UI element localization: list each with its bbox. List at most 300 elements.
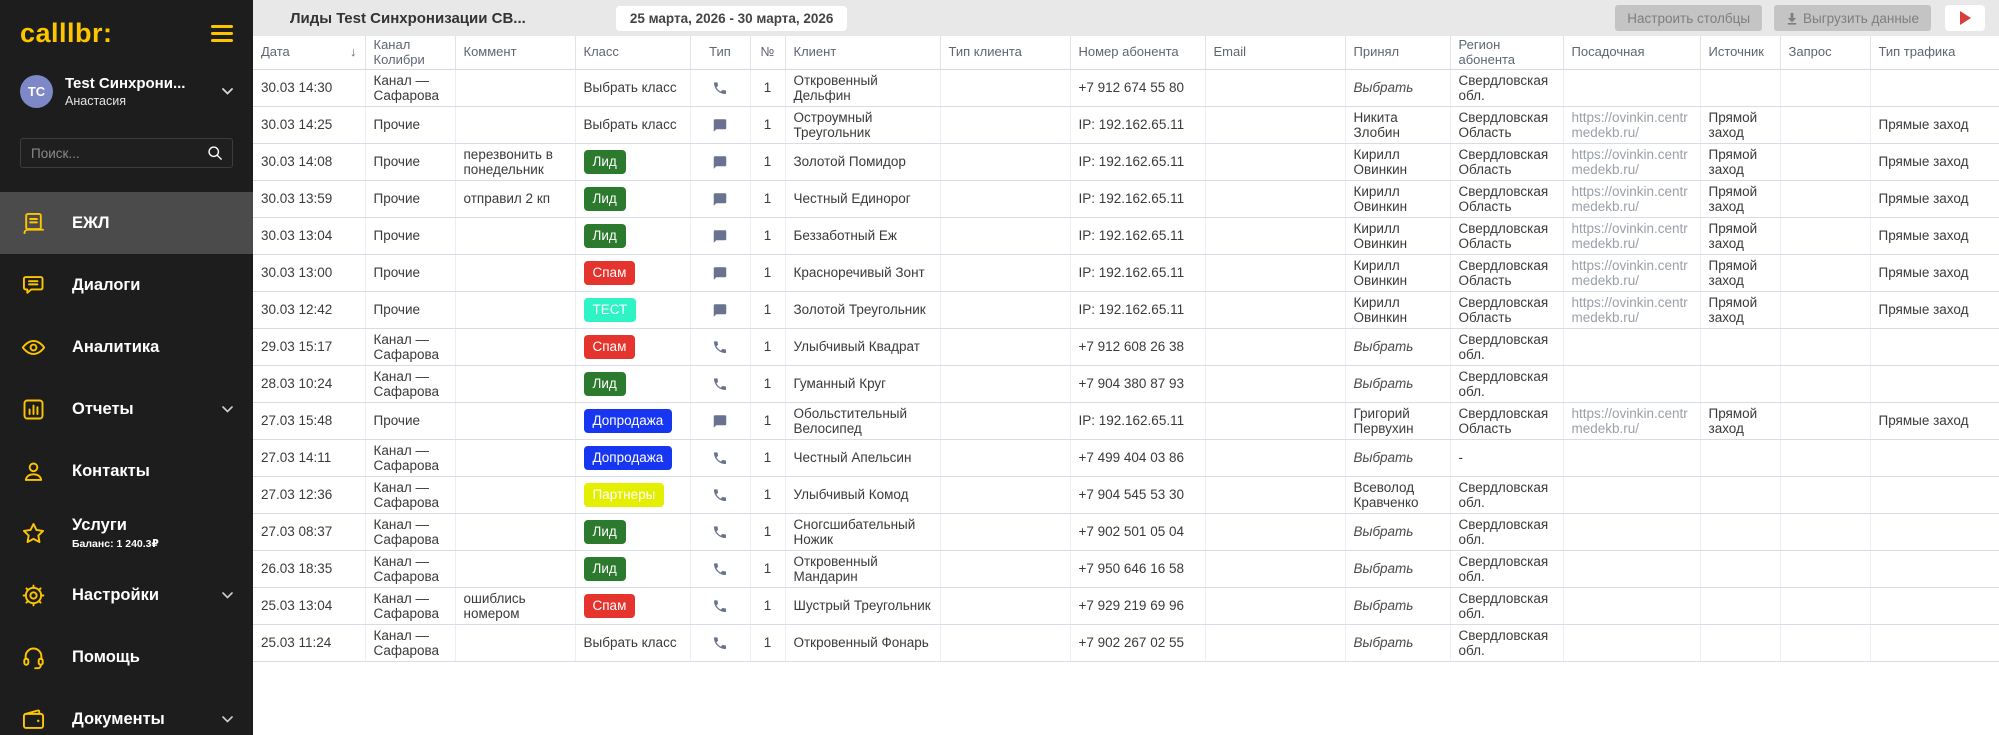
region-cell: Свердловская Область [1450,292,1563,329]
phone-icon [712,635,728,651]
landing-link[interactable]: https://ovinkin.centrmedekb.ru/ [1571,257,1688,289]
client-type-cell [940,366,1070,403]
num-cell: 1 [750,366,785,403]
client-type-cell [940,514,1070,551]
client-cell: Улыбчивый Комод [785,477,940,514]
landing-cell [1563,292,1700,329]
accepted-cell [1345,329,1450,366]
comment-cell: перезвонить в понедельник [455,144,575,181]
channel-cell: Канал — Сафарова [365,366,455,403]
landing-link[interactable]: https://ovinkin.centrmedekb.ru/ [1571,220,1688,252]
sidebar-item-analytics[interactable] [0,316,253,378]
phone-cell: IP: 192.162.65.11 [1070,107,1205,144]
channel-cell: Канал — Сафарова [365,477,455,514]
traffic-cell [1870,477,1999,514]
client-type-cell [940,218,1070,255]
phone-cell: IP: 192.162.65.11 [1070,403,1205,440]
class-badge[interactable]: ТЕСТ [584,298,637,322]
play-button[interactable] [1945,5,1985,31]
landing-cell [1563,144,1700,181]
journal-icon [19,210,47,237]
phone-cell: +7 912 608 26 38 [1070,329,1205,366]
column-header[interactable] [1450,36,1563,70]
class-badge[interactable]: Лид [584,520,626,544]
sidebar-item-label: Отчеты [72,399,134,418]
query-cell [1780,181,1870,218]
traffic-cell [1870,329,1999,366]
query-cell [1780,440,1870,477]
accepted-cell [1345,366,1450,403]
column-header[interactable] [455,36,575,70]
column-header-label: Дата [261,44,290,60]
accepted-cell [1345,70,1450,107]
type-cell [690,255,750,292]
column-header[interactable] [575,36,690,70]
traffic-cell: Прямые заход [1870,144,1999,181]
sidebar-item-text [72,214,233,233]
class-badge[interactable]: Партнеры [584,483,665,507]
search-box [20,138,233,168]
column-header-label: Регион абонента [1458,37,1516,67]
topbar-actions [1603,5,1999,31]
chat-icon [712,192,728,207]
sidebar-item-services[interactable] [0,502,253,564]
configure-columns-button[interactable] [1615,5,1762,31]
sidebar-item-contacts[interactable] [0,440,253,502]
column-header[interactable] [940,36,1070,70]
export-data-button[interactable] [1774,5,1931,31]
accepted-select[interactable]: Выбрать [1353,80,1414,96]
sidebar-item-settings[interactable] [0,564,253,626]
source-cell: Прямой заход [1700,218,1780,255]
traffic-cell [1870,551,1999,588]
channel-cell: Канал — Сафарова [365,329,455,366]
date-cell: 30.03 13:04 [253,218,365,255]
table-row[interactable] [253,514,1999,551]
sidebar-item-text [72,648,233,667]
comment-cell [455,551,575,588]
date-range-picker[interactable]: 25 марта, 2026 - 30 марта, 2026 [616,6,848,31]
comment-cell [455,292,575,329]
search-icon[interactable] [205,143,225,163]
type-cell [690,292,750,329]
source-cell: Прямой заход [1700,292,1780,329]
channel-cell: Прочие [365,255,455,292]
column-header-date[interactable] [253,36,365,70]
phone-cell: +7 929 219 69 96 [1070,588,1205,625]
traffic-cell: Прямые заход [1870,255,1999,292]
date-cell: 30.03 14:30 [253,70,365,107]
channel-cell: Канал — Сафарова [365,625,455,662]
class-badge[interactable]: Спам [584,594,636,618]
table-row[interactable] [253,551,1999,588]
landing-link[interactable]: https://ovinkin.centrmedekb.ru/ [1571,109,1688,141]
traffic-cell: Прямые заход [1870,107,1999,144]
num-cell: 1 [750,588,785,625]
column-header[interactable] [1780,36,1870,70]
chat-icon [712,414,728,429]
client-cell: Откровенный Дельфин [785,70,940,107]
table-header-row [253,36,1999,70]
query-cell [1780,477,1870,514]
column-header[interactable] [1345,36,1450,70]
landing-cell [1563,588,1700,625]
type-cell [690,181,750,218]
email-cell [1205,440,1345,477]
sidebar-item-dialogs[interactable] [0,254,253,316]
column-header-label: Принял [1353,44,1400,60]
table-row[interactable] [253,70,1999,107]
callibri-logo: calllbr: [20,18,113,48]
traffic-cell [1870,70,1999,107]
num-cell: 1 [750,218,785,255]
column-header[interactable] [750,36,785,70]
client-cell: Гуманный Круг [785,366,940,403]
accepted-cell [1345,440,1450,477]
type-cell [690,551,750,588]
class-badge[interactable]: Лид [584,187,626,211]
sidebar-item-text [72,586,222,605]
sidebar-item-text [72,400,222,419]
region-cell: Свердловская обл. [1450,329,1563,366]
class-badge[interactable]: Допродажа [584,409,673,433]
region-cell: Свердловская обл. [1450,625,1563,662]
traffic-cell: Прямые заход [1870,181,1999,218]
source-cell: Прямой заход [1700,255,1780,292]
accepted-select[interactable]: Выбрать [1353,450,1414,466]
class-badge[interactable]: Лид [584,372,626,396]
sidebar-item-reports[interactable] [0,378,253,440]
phone-icon [712,561,728,577]
query-cell [1780,107,1870,144]
sidebar-menu [0,192,253,735]
comment-cell: ошиблись номером [455,588,575,625]
account-switcher[interactable] [20,75,233,108]
class-select[interactable]: Выбрать класс [583,80,677,96]
person-icon [19,458,47,485]
column-header-label: Номер абонента [1078,44,1179,60]
channel-cell: Канал — Сафарова [365,514,455,551]
accepted-select[interactable]: Выбрать [1353,561,1414,577]
sidebar-item-label: Аналитика [72,337,160,356]
sidebar-item-text [72,338,233,357]
phone-cell: IP: 192.162.65.11 [1070,181,1205,218]
accepted-cell [1345,551,1450,588]
phone-cell: IP: 192.162.65.11 [1070,144,1205,181]
comment-cell [455,255,575,292]
class-cell [575,588,690,625]
landing-link[interactable]: https://ovinkin.centrmedekb.ru/ [1571,405,1688,437]
phone-icon [712,376,728,392]
table-row[interactable] [253,588,1999,625]
phone-cell: +7 904 545 53 30 [1070,477,1205,514]
email-cell [1205,366,1345,403]
landing-cell [1563,70,1700,107]
accepted-select[interactable]: Выбрать [1353,635,1414,651]
main-area [253,0,1999,735]
column-header[interactable] [1205,36,1345,70]
traffic-cell: Прямые заход [1870,218,1999,255]
table-row[interactable] [253,144,1999,181]
accepted-select[interactable]: Выбрать [1353,339,1414,355]
comment-cell [455,107,575,144]
class-cell [575,144,690,181]
source-cell [1700,329,1780,366]
class-cell [575,181,690,218]
account-text [65,75,216,108]
client-type-cell [940,477,1070,514]
sidebar-item-text [72,462,233,481]
account-subtitle: Анастасия [65,94,126,108]
traffic-cell [1870,440,1999,477]
table-row[interactable] [253,107,1999,144]
channel-cell: Прочие [365,218,455,255]
client-type-cell [940,70,1070,107]
comment-cell [455,70,575,107]
column-header[interactable] [690,36,750,70]
class-cell [575,70,690,107]
accepted-cell [1345,588,1450,625]
date-cell: 27.03 14:11 [253,440,365,477]
source-cell [1700,551,1780,588]
phone-icon [712,450,728,466]
client-cell: Красноречивый Зонт [785,255,940,292]
client-cell: Беззаботный Еж [785,218,940,255]
query-cell [1780,625,1870,662]
query-cell [1780,292,1870,329]
query-cell [1780,144,1870,181]
class-badge[interactable]: Лид [584,557,626,581]
accepted-select[interactable]: Выбрать [1353,376,1414,392]
chevron-down-icon [222,592,233,599]
client-type-cell [940,625,1070,662]
phone-cell: +7 499 404 03 86 [1070,440,1205,477]
column-header[interactable] [1563,36,1700,70]
class-cell [575,218,690,255]
sidebar-item-label: Услуги [72,516,127,534]
query-cell [1780,218,1870,255]
column-header-label: Тип трафика [1878,44,1956,60]
source-cell [1700,588,1780,625]
accepted-select[interactable]: Выбрать [1353,524,1414,540]
class-cell [575,551,690,588]
sidebar-item-label: Диалоги [72,275,141,294]
class-badge[interactable]: Допродажа [584,446,673,470]
table-row[interactable] [253,181,1999,218]
num-cell: 1 [750,329,785,366]
table-row[interactable] [253,403,1999,440]
landing-link[interactable]: https://ovinkin.centrmedekb.ru/ [1571,294,1688,326]
region-cell: Свердловская обл. [1450,551,1563,588]
source-cell: Прямой заход [1700,403,1780,440]
table-row[interactable] [253,366,1999,403]
type-cell [690,107,750,144]
client-cell: Остроумный Треугольник [785,107,940,144]
column-header-label: № [760,44,775,60]
landing-cell [1563,329,1700,366]
landing-cell [1563,218,1700,255]
num-cell: 1 [750,144,785,181]
region-cell: - [1450,440,1563,477]
table-row[interactable] [253,440,1999,477]
date-cell: 27.03 15:48 [253,403,365,440]
client-type-cell [940,144,1070,181]
sort-desc-icon[interactable]: ↓ [350,44,357,60]
column-header[interactable] [1070,36,1205,70]
date-cell: 30.03 13:59 [253,181,365,218]
landing-cell [1563,403,1700,440]
type-cell [690,477,750,514]
phone-cell: IP: 192.162.65.11 [1070,255,1205,292]
sidebar-item-help[interactable] [0,626,253,688]
table-row[interactable] [253,477,1999,514]
topbar [253,0,1999,36]
traffic-cell: Прямые заход [1870,292,1999,329]
email-cell [1205,255,1345,292]
email-cell [1205,477,1345,514]
sidebar-item-ezhl[interactable] [0,192,253,254]
client-cell: Обольстительный Велосипед [785,403,940,440]
accepted-cell: Кирилл Овинкин [1345,144,1450,181]
date-cell: 30.03 12:42 [253,292,365,329]
column-header-label: Канал Колибри [373,37,425,67]
email-cell [1205,70,1345,107]
phone-icon [712,80,728,96]
landing-cell [1563,181,1700,218]
client-cell: Откровенный Мандарин [785,551,940,588]
email-cell [1205,181,1345,218]
account-name: Test Синхрони... [65,75,186,92]
phone-icon [712,487,728,503]
sidebar-item-documents[interactable] [0,688,253,735]
sidebar-item-label: Документы [72,709,165,728]
class-cell [575,477,690,514]
num-cell: 1 [750,181,785,218]
client-cell: Честный Единорог [785,181,940,218]
chevron-down-icon [222,406,233,413]
menu-toggle-icon[interactable] [211,21,233,46]
column-header[interactable] [785,36,940,70]
accepted-cell [1345,514,1450,551]
email-cell [1205,403,1345,440]
channel-cell: Прочие [365,292,455,329]
num-cell: 1 [750,403,785,440]
query-cell [1780,588,1870,625]
class-badge[interactable]: Спам [584,261,636,285]
accepted-cell: Кирилл Овинкин [1345,255,1450,292]
table-row[interactable] [253,218,1999,255]
table-row[interactable] [253,255,1999,292]
email-cell [1205,107,1345,144]
phone-cell: +7 950 646 16 58 [1070,551,1205,588]
column-header-label: Тип [709,44,731,60]
landing-link[interactable]: https://ovinkin.centrmedekb.ru/ [1571,146,1688,178]
type-cell [690,70,750,107]
client-cell: Шустрый Треугольник [785,588,940,625]
leads-table [253,36,1999,662]
landing-link[interactable]: https://ovinkin.centrmedekb.ru/ [1571,183,1688,215]
phone-icon [712,524,728,540]
source-cell: Прямой заход [1700,107,1780,144]
class-badge[interactable]: Лид [584,150,626,174]
eye-icon [19,334,47,361]
query-cell [1780,329,1870,366]
landing-cell [1563,551,1700,588]
phone-cell: IP: 192.162.65.11 [1070,218,1205,255]
query-cell [1780,70,1870,107]
query-cell [1780,551,1870,588]
client-cell: Откровенный Фонарь [785,625,940,662]
class-badge[interactable]: Лид [584,224,626,248]
region-cell: Свердловская Область [1450,107,1563,144]
class-cell [575,292,690,329]
date-cell: 29.03 15:17 [253,329,365,366]
client-type-cell [940,329,1070,366]
channel-cell: Канал — Сафарова [365,588,455,625]
query-cell [1780,366,1870,403]
num-cell: 1 [750,625,785,662]
channel-cell: Канал — Сафарова [365,440,455,477]
source-cell [1700,366,1780,403]
table-row[interactable] [253,625,1999,662]
configure-columns-label: Настроить столбцы [1627,10,1751,26]
dialog-icon [19,272,47,299]
type-cell [690,366,750,403]
client-cell: Улыбчивый Квадрат [785,329,940,366]
comment-cell [455,329,575,366]
traffic-cell [1870,588,1999,625]
table-row[interactable] [253,329,1999,366]
date-cell: 28.03 10:24 [253,366,365,403]
date-cell: 25.03 11:24 [253,625,365,662]
landing-cell [1563,625,1700,662]
search-input[interactable] [20,138,233,168]
gear-icon [19,582,47,609]
type-cell [690,403,750,440]
column-header[interactable] [1700,36,1780,70]
table-row[interactable] [253,292,1999,329]
class-cell [575,255,690,292]
date-cell: 30.03 14:25 [253,107,365,144]
comment-cell [455,440,575,477]
sidebar [0,0,253,735]
email-cell [1205,625,1345,662]
date-cell: 30.03 13:00 [253,255,365,292]
class-select[interactable]: Выбрать класс [583,635,677,651]
num-cell: 1 [750,107,785,144]
class-badge[interactable]: Спам [584,335,636,359]
client-type-cell [940,588,1070,625]
email-cell [1205,588,1345,625]
chevron-down-icon [222,88,233,95]
column-header[interactable] [365,36,455,70]
channel-cell: Прочие [365,181,455,218]
num-cell: 1 [750,70,785,107]
client-type-cell [940,107,1070,144]
client-type-cell [940,255,1070,292]
region-cell: Свердловская обл. [1450,70,1563,107]
comment-cell [455,477,575,514]
date-cell: 25.03 13:04 [253,588,365,625]
client-type-cell [940,551,1070,588]
region-cell: Свердловская Область [1450,181,1563,218]
traffic-cell [1870,514,1999,551]
channel-cell: Канал — Сафарова [365,70,455,107]
accepted-select[interactable]: Выбрать [1353,598,1414,614]
column-header[interactable] [1870,36,1999,70]
type-cell [690,329,750,366]
class-select[interactable]: Выбрать класс [583,117,677,133]
